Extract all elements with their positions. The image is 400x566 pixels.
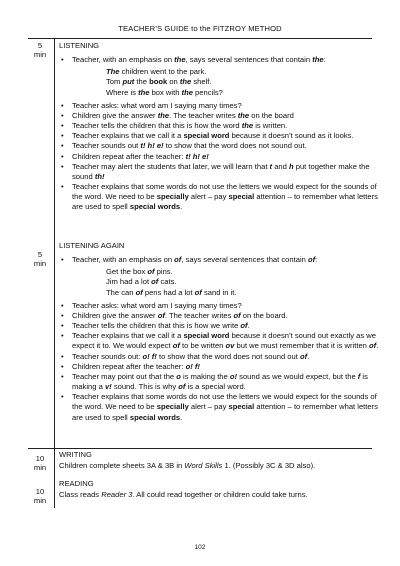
- section-body-listening: [59, 55, 379, 213]
- list-item: • Teacher tells the children that this is how we write of.: [61, 321, 250, 331]
- list-item: • Children repeat after the teacher: t! h! e!: [61, 151, 209, 161]
- list-item: • Teacher explains that some words do not use the letters we would expect for the sounds of the word. We need to be specially alert – pay special attention – to remember what letters are used to spell special words.: [61, 182, 378, 212]
- top-divider: [28, 38, 372, 39]
- section-title-listening: LISTENING: [59, 41, 100, 50]
- list-item: • Teacher explains that some words do not use the letters we would expect for the sounds of the word. We need to be specially alert – pay special attention – to remember what letters are used to spell special words.: [61, 392, 378, 422]
- example-line: Jim had a lot of cats.: [106, 277, 177, 287]
- time-indicator-reading: 10 min: [33, 487, 47, 506]
- example-sentences: [59, 67, 379, 98]
- example-sentences: [59, 267, 379, 298]
- list-item: • Teacher sounds out: o! f! to show that the word does not sound out of.: [61, 351, 310, 361]
- section-title-writing: WRITING: [59, 450, 92, 459]
- section-body-listening-again: [59, 255, 379, 423]
- page-header: TEACHER’S GUIDE to the FITZROY METHOD: [118, 24, 282, 33]
- section-title-listening-again: LISTENING AGAIN: [59, 241, 125, 250]
- example-line: Where is the box with the pencils?: [106, 87, 223, 97]
- example-line: The can of pens had a lot of sand in it.: [106, 287, 237, 297]
- intro-bullet: • Teacher, with an emphasis on the, says several sentences that contain the:: [61, 55, 326, 64]
- time-indicator-listening: 5 min: [33, 41, 47, 60]
- list-item: • Children give the answer of. The teacher writes of on the board.: [61, 310, 288, 320]
- list-item: • Teacher explains that we call it a special word because it doesn’t sound as it looks.: [61, 131, 354, 141]
- example-line: Get the box of pins.: [106, 267, 173, 277]
- example-line: Tom put the book on the shelf.: [106, 77, 212, 87]
- section-body-reading: Class reads Reader 3. All could read together or children could take turns.: [59, 490, 308, 499]
- section-title-reading: READING: [59, 479, 94, 488]
- page-number: 102: [194, 544, 206, 551]
- list-item: • Children give the answer the. The teacher writes the on the board: [61, 110, 294, 120]
- list-item: • Teacher sounds out t! h! e! to show that the word does not sound out.: [61, 141, 307, 151]
- list-item: • Teacher asks: what word am I saying many times?: [61, 100, 242, 110]
- time-indicator-listening-again: 5 min: [33, 250, 47, 269]
- time-indicator-writing: 10 min: [33, 454, 47, 473]
- list-item: • Children repeat after the teacher: o! f!: [61, 361, 200, 371]
- section-body-writing: Children complete sheets 3A & 3B in Word Skills 1. (Possibly 3C & 3D also).: [59, 461, 316, 470]
- list-item: • Teacher may alert the students that later, we will learn that t and h put together make the sound th!: [61, 161, 370, 181]
- list-item: • Teacher asks: what word am I saying many times?: [61, 300, 242, 310]
- example-line: The children went to the park.: [106, 67, 207, 77]
- time-column-divider: [54, 38, 55, 508]
- intro-bullet: • Teacher, with an emphasis on of, says several sentences that contain of:: [61, 255, 318, 264]
- list-item: • Teacher explains that we call it a special word because it doesn’t sound out exactly as we expect it to. We would expect of to be written ov but we must remember that it is written of.: [61, 331, 379, 351]
- writing-divider: [28, 448, 372, 449]
- list-item: • Teacher tells the children that this is how the word the is written.: [61, 121, 288, 131]
- list-item: • Teacher may point out that the o is making the o! sound as we would expect, but the f is making a v! sound. This is why of is a special word.: [61, 371, 368, 392]
